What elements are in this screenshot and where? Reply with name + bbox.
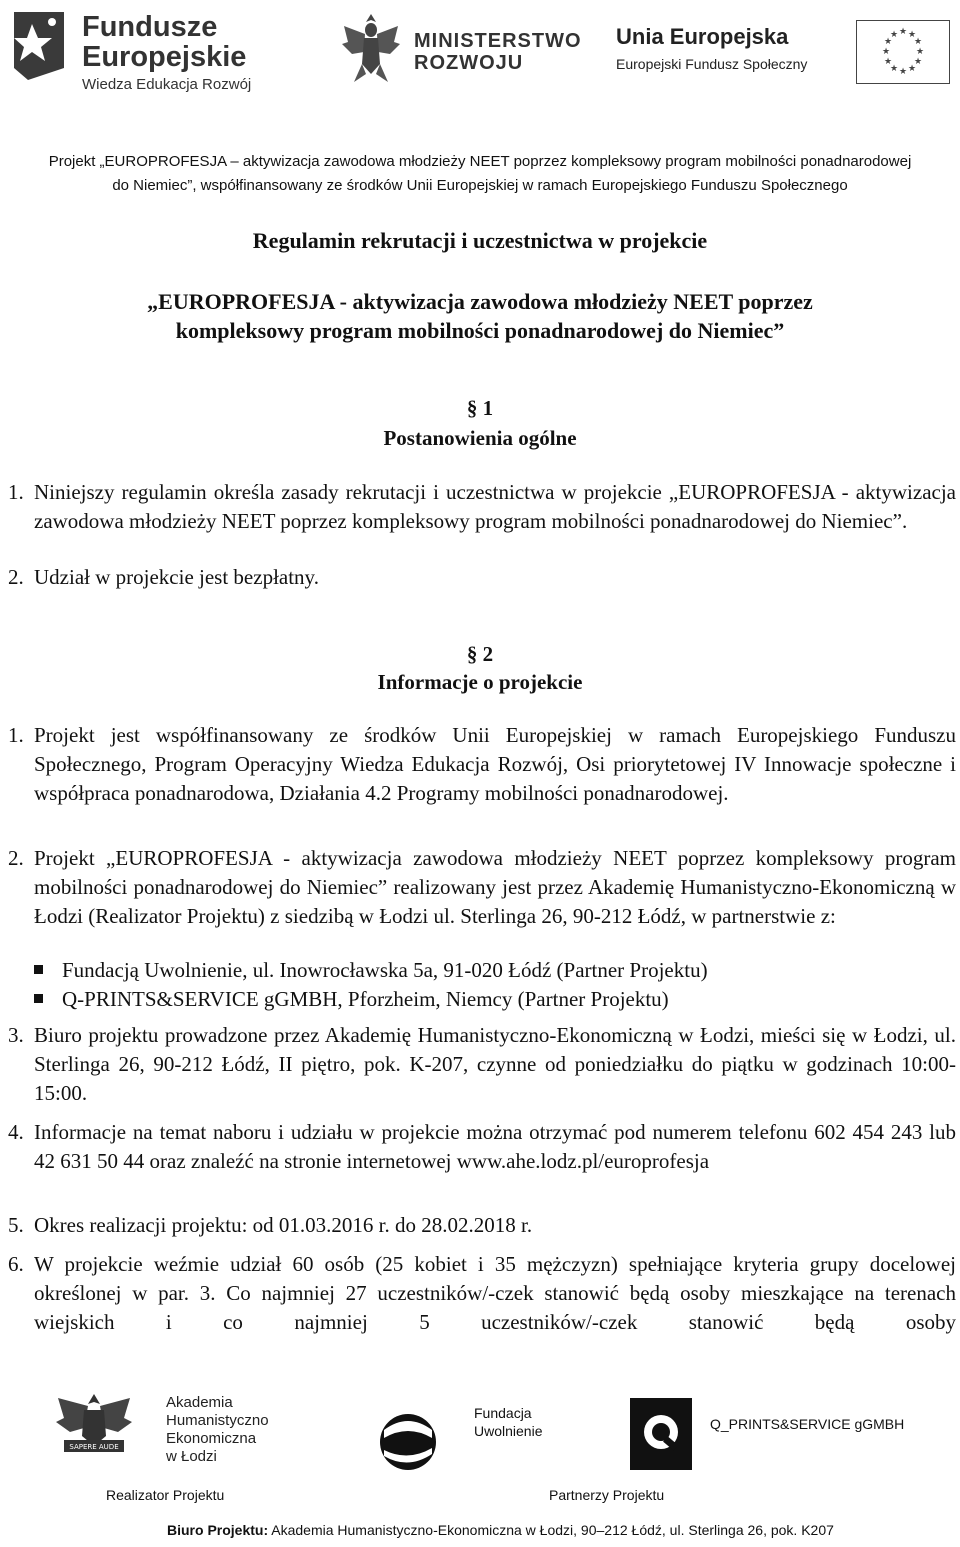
fundacja-line2: Uwolnienie bbox=[474, 1423, 543, 1439]
ahe-line4: w Łodzi bbox=[166, 1448, 217, 1465]
svg-text:★: ★ bbox=[913, 57, 923, 67]
ahe-line2: Humanistyczno bbox=[166, 1412, 269, 1429]
s2-item6-num: 6. bbox=[8, 1252, 24, 1276]
partner-item bbox=[34, 985, 956, 1014]
qprints-logo bbox=[628, 1396, 908, 1476]
svg-text:★: ★ bbox=[907, 64, 917, 74]
eu-flag-icon bbox=[856, 20, 950, 84]
s1-item2-text: Udział w projekcie jest bezpłatny. bbox=[34, 565, 319, 589]
partner-text: Fundacją Uwolnienie, ul. Inowrocławska 5a, 91-020 Łódź (Partner Projektu) bbox=[62, 958, 708, 982]
office-info bbox=[167, 1522, 834, 1538]
document-subtitle-line1: „EUROPROFESJA - aktywizacja zawodowa młodzieży NEET poprzez bbox=[147, 289, 813, 314]
svg-text:★: ★ bbox=[883, 37, 893, 47]
office-label: Biuro Projektu: bbox=[167, 1522, 269, 1538]
project-line-1: Projekt „EUROPROFESJA – aktywizacja zawodowa młodzieży NEET poprzez kompleksowy program mobilności ponadnarodowej bbox=[48, 153, 912, 170]
s2-item3-num: 3. bbox=[8, 1023, 24, 1047]
section1-name: Postanowienia ogólne bbox=[383, 426, 577, 450]
partner-item bbox=[34, 956, 956, 985]
fundusze-europejskie-logo bbox=[8, 8, 258, 93]
section2-name: Informacje o projekcie bbox=[377, 670, 583, 694]
s2-item2-text: Projekt „EUROPROFESJA - aktywizacja zawodowa młodzieży NEET poprzez kompleksowy program mobilności ponadnarodowej do Niemiec” realizowany jest przez Akademię Humanistyczno-Ekonomiczną w Łodzi (Realizator Projektu) z siedzibą w Łodzi ul. Sterlinga 26, 90-212 Łódź, w partnerstwie z: bbox=[34, 846, 956, 928]
s2-item4-text: Informacje na temat naboru i udziału w projekcie można otrzymać pod numerem telefonu 602 454 243 lub 42 631 50 44 oraz znaleźć na stronie internetowej www.ahe.lodz.pl/europrofesja bbox=[34, 1120, 956, 1173]
partnerzy-label: Partnerzy Projektu bbox=[549, 1487, 665, 1503]
ue-logo-title: Unia Europejska bbox=[616, 24, 789, 49]
svg-text:★: ★ bbox=[881, 47, 891, 57]
realizator-label: Realizator Projektu bbox=[106, 1487, 225, 1503]
ministry-line2: ROZWOJU bbox=[414, 52, 524, 74]
section2-number: § 2 bbox=[466, 642, 494, 666]
svg-text:★: ★ bbox=[889, 30, 899, 40]
bullet-square-icon bbox=[34, 965, 43, 974]
ahe-motto: SAPERE AUDE bbox=[69, 1443, 119, 1451]
document-subtitle-line2: kompleksowy program mobilności ponadnarodowej do Niemiec” bbox=[175, 318, 785, 343]
fundacja-line1: Fundacja bbox=[474, 1405, 532, 1421]
s1-item2-num: 2. bbox=[8, 565, 24, 589]
office-address: Akademia Humanistyczno-Ekonomiczna w Łodzi, 90–212 Łódź, ul. Sterlinga 26, pok. K207 bbox=[268, 1522, 834, 1538]
s2-item2-num: 2. bbox=[8, 846, 24, 870]
document-title: Regulamin rekrutacji i uczestnictwa w projekcie bbox=[252, 228, 708, 253]
fundacja-circle-icon bbox=[370, 1410, 448, 1472]
s2-item4-num: 4. bbox=[8, 1120, 24, 1144]
qprints-q-icon bbox=[628, 1396, 694, 1472]
s2-item3-text: Biuro projektu prowadzone przez Akademię Humanistyczno-Ekonomiczną w Łodzi, mieści się w Łodzi, ul. Sterlinga 26, 90-212 Łódź, II piętro, pok. K-207, czynne od poniedziałku do piątku w godzinach 10:00-15:00. bbox=[34, 1023, 956, 1105]
s1-item1-num: 1. bbox=[8, 480, 24, 504]
s2-item5-text: Okres realizacji projektu: od 01.03.2016 r. do 28.02.2018 r. bbox=[34, 1213, 533, 1237]
svg-text:★: ★ bbox=[898, 67, 908, 77]
s2-item1-num: 1. bbox=[8, 723, 24, 747]
s1-item1-text: Niniejszy regulamin określa zasady rekrutacji i uczestnictwa w projekcie „EUROPROFESJA - aktywizacja zawodowa młodzieży NEET poprzez kompleksowy program mobilności ponadnarodowej do Niemiec”. bbox=[34, 480, 956, 533]
ministry-logo bbox=[340, 8, 600, 88]
ue-logo-subtitle: Europejski Fundusz Społeczny bbox=[616, 56, 808, 72]
project-line-2: do Niemiec”, współfinansowany ze środków Unii Europejskiej w ramach Europejskiego Funduszu Społecznego bbox=[112, 177, 848, 194]
svg-text:★: ★ bbox=[883, 57, 893, 67]
fe-logo-tagline: Wiedza Edukacja Rozwój bbox=[82, 76, 252, 93]
s2-item1-text: Projekt jest współfinansowany ze środków Unii Europejskiej w ramach Europejskiego Funduszu Społecznego, Program Operacyjny Wiedza Edukacja Rozwój, Osi priorytetowej IV Innowacje społeczne i współpraca ponadnarodowa, Działania 4.2 Programy mobilności ponadnarodowej. bbox=[34, 723, 956, 805]
section1-number: § 1 bbox=[466, 396, 494, 420]
fe-logo-line1: Fundusze bbox=[82, 11, 218, 43]
svg-text:★: ★ bbox=[898, 27, 908, 37]
fe-star-icon bbox=[8, 8, 70, 84]
svg-text:★: ★ bbox=[915, 47, 925, 57]
qprints-label: Q_PRINTS&SERVICE gGMBH bbox=[710, 1416, 905, 1432]
fundacja-uwolnienie-logo bbox=[370, 1396, 560, 1476]
ahe-logo bbox=[54, 1388, 294, 1468]
ahe-eagle-icon bbox=[54, 1388, 134, 1464]
unia-europejska-logo bbox=[616, 20, 956, 90]
s2-item6-text: W projekcie weźmie udział 60 osób (25 kobiet i 35 mężczyzn) spełniające kryteria grupy docelowej określonej w par. 3. Co najmniej 27 uczestników/-czek stanowić będą osoby mieszkające na terenach wiejskich i co najmniej 5 uczestników/-czek stanowić będą osoby bbox=[34, 1252, 956, 1334]
svg-text:★: ★ bbox=[913, 37, 923, 47]
ahe-line1: Akademia bbox=[166, 1394, 233, 1411]
ahe-line3: Ekonomiczna bbox=[166, 1430, 257, 1447]
bullet-square-icon bbox=[34, 994, 43, 1003]
s2-item5-num: 5. bbox=[8, 1213, 24, 1237]
eagle-emblem-icon bbox=[340, 8, 402, 88]
svg-text:★: ★ bbox=[907, 30, 917, 40]
partners-list bbox=[34, 956, 956, 1014]
partner-text: Q-PRINTS&SERVICE gGMBH, Pforzheim, Niemcy (Partner Projektu) bbox=[62, 987, 669, 1011]
ministry-line1: MINISTERSTWO bbox=[414, 30, 582, 52]
fe-logo-line2: Europejskie bbox=[82, 41, 247, 73]
svg-text:★: ★ bbox=[889, 64, 899, 74]
